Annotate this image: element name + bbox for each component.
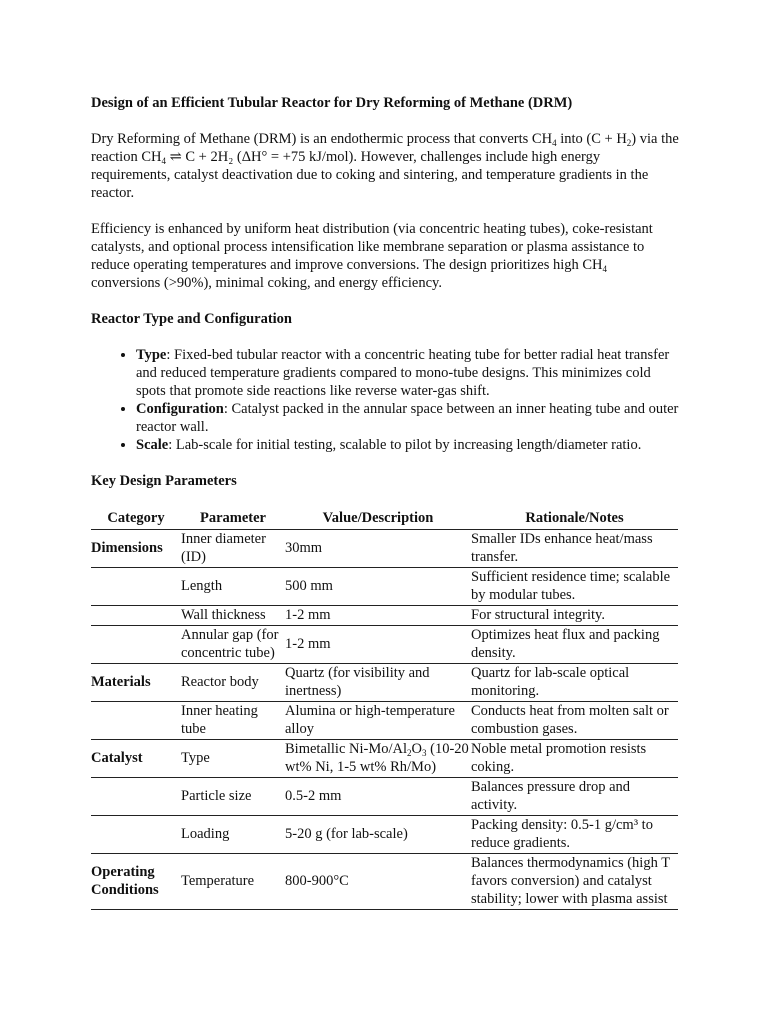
design-parameters-table (91, 509, 678, 910)
notes-cell: Balances thermodynamics (high T favors conversion) and catalyst stability; lower with plasma assist (471, 854, 678, 910)
table-row (91, 702, 678, 740)
table-row (91, 740, 678, 778)
category-cell (91, 816, 181, 854)
parameter-cell: Length (181, 568, 285, 606)
notes-cell: Balances pressure drop and activity. (471, 778, 678, 816)
category-cell: Operating Conditions (91, 854, 181, 910)
category-cell: Catalyst (91, 740, 181, 778)
notes-cell: Packing density: 0.5-1 g/cm³ to reduce gradients. (471, 816, 678, 854)
parameter-cell: Temperature (181, 854, 285, 910)
parameter-cell: Type (181, 740, 285, 778)
reactor-bullet-list (91, 346, 679, 454)
value-cell: Alumina or high-temperature alloy (285, 702, 471, 740)
category-cell (91, 606, 181, 626)
intro-paragraph-2 (91, 220, 679, 292)
parameter-cell: Annular gap (for concentric tube) (181, 626, 285, 664)
category-cell: Dimensions (91, 530, 181, 568)
intro-p1-text-a: Dry Reforming of Methane (DRM) is an endothermic process that converts CH (91, 131, 553, 147)
bullet-text: : Fixed-bed tubular reactor with a concentric heating tube for better radial heat transfer and reduced temperature gradients compared to mono-tube designs. This minimizes cold spots that promote side reactions like reverse water-gas shift. (136, 347, 670, 399)
intro-p1-text-b: into (C + H (556, 131, 627, 147)
table-row (91, 568, 678, 606)
column-header-parameter: Parameter (181, 509, 285, 530)
bullet-term: Scale (136, 437, 169, 453)
category-cell (91, 702, 181, 740)
bullet-text: : Catalyst packed in the annular space between an inner heating tube and outer reactor wall. (136, 401, 679, 435)
category-cell (91, 778, 181, 816)
table-row (91, 854, 678, 910)
subscript: 4 (161, 156, 166, 166)
parameter-cell: Inner heating tube (181, 702, 285, 740)
value-cell: 1-2 mm (285, 626, 471, 664)
document-page (91, 94, 679, 910)
params-section-heading: Key Design Parameters (91, 473, 237, 489)
subscript: 2 (407, 748, 412, 758)
value-cell: 800-900°C (285, 854, 471, 910)
bullet-item-configuration (136, 400, 679, 436)
table-header-row (91, 509, 678, 530)
category-cell: Materials (91, 664, 181, 702)
notes-cell: Smaller IDs enhance heat/mass transfer. (471, 530, 678, 568)
intro-paragraph-1 (91, 130, 679, 202)
value-cell (285, 740, 471, 778)
subscript: 2 (626, 138, 632, 148)
intro-p1-text-d: ⇌ C + 2H₂ (ΔH° = +75 kJ/mol). However, challenges include high energy requirements, catalyst deactivation due to coking and sintering, and temperature gradients in the reactor. (91, 149, 649, 201)
bullet-item-scale (136, 436, 679, 454)
value-text-b: O (411, 741, 423, 757)
reactor-section-heading: Reactor Type and Configuration (91, 311, 292, 327)
bullet-term: Type (136, 347, 167, 363)
table-row (91, 664, 678, 702)
notes-cell: Noble metal promotion resists coking. (471, 740, 678, 778)
table-row (91, 606, 678, 626)
intro-p2-text-a: Efficiency is enhanced by uniform heat distribution (via concentric heating tubes), coke-resistant catalysts, and optional process intensification like membrane separation or plasma assistance to reduce operating temperatures and improve conversions. The design prioritizes high CH (91, 221, 653, 273)
value-cell: 5-20 g (for lab-scale) (285, 816, 471, 854)
intro-p1-text-c: ) via the reaction CH (91, 131, 679, 165)
notes-cell: Quartz for lab-scale optical monitoring. (471, 664, 678, 702)
column-header-value: Value/Description (285, 509, 471, 530)
subscript: 4 (602, 264, 608, 274)
subscript: 4 (552, 138, 557, 148)
column-header-category: Category (91, 509, 181, 530)
column-header-notes: Rationale/Notes (471, 509, 678, 530)
value-cell: 30mm (285, 530, 471, 568)
table-row (91, 816, 678, 854)
value-cell: 500 mm (285, 568, 471, 606)
category-cell (91, 626, 181, 664)
value-text-a: Bimetallic Ni-Mo/Al (285, 741, 408, 757)
value-cell: 0.5-2 mm (285, 778, 471, 816)
notes-cell: For structural integrity. (471, 606, 678, 626)
parameter-cell: Loading (181, 816, 285, 854)
bullet-term: Configuration (136, 401, 224, 417)
table-row (91, 778, 678, 816)
notes-cell: Optimizes heat flux and packing density. (471, 626, 678, 664)
value-text-c: (10-20 wt% Ni, 1-5 wt% Rh/Mo) (285, 741, 469, 775)
bullet-item-type (136, 346, 679, 400)
parameter-cell: Wall thickness (181, 606, 285, 626)
notes-cell: Sufficient residence time; scalable by modular tubes. (471, 568, 678, 606)
parameter-cell: Particle size (181, 778, 285, 816)
table-row (91, 530, 678, 568)
category-cell (91, 568, 181, 606)
subscript: 3 (422, 748, 427, 758)
notes-cell: Conducts heat from molten salt or combustion gases. (471, 702, 678, 740)
value-cell: Quartz (for visibility and inertness) (285, 664, 471, 702)
document-title: Design of an Efficient Tubular Reactor for Dry Reforming of Methane (DRM) (91, 95, 573, 111)
table-row (91, 626, 678, 664)
parameter-cell: Reactor body (181, 664, 285, 702)
parameter-cell: Inner diameter (ID) (181, 530, 285, 568)
value-cell: 1-2 mm (285, 606, 471, 626)
intro-p2-text-b: conversions (>90%), minimal coking, and energy efficiency. (91, 275, 442, 291)
bullet-text: : Lab-scale for initial testing, scalable to pilot by increasing length/diameter ratio. (168, 437, 642, 453)
